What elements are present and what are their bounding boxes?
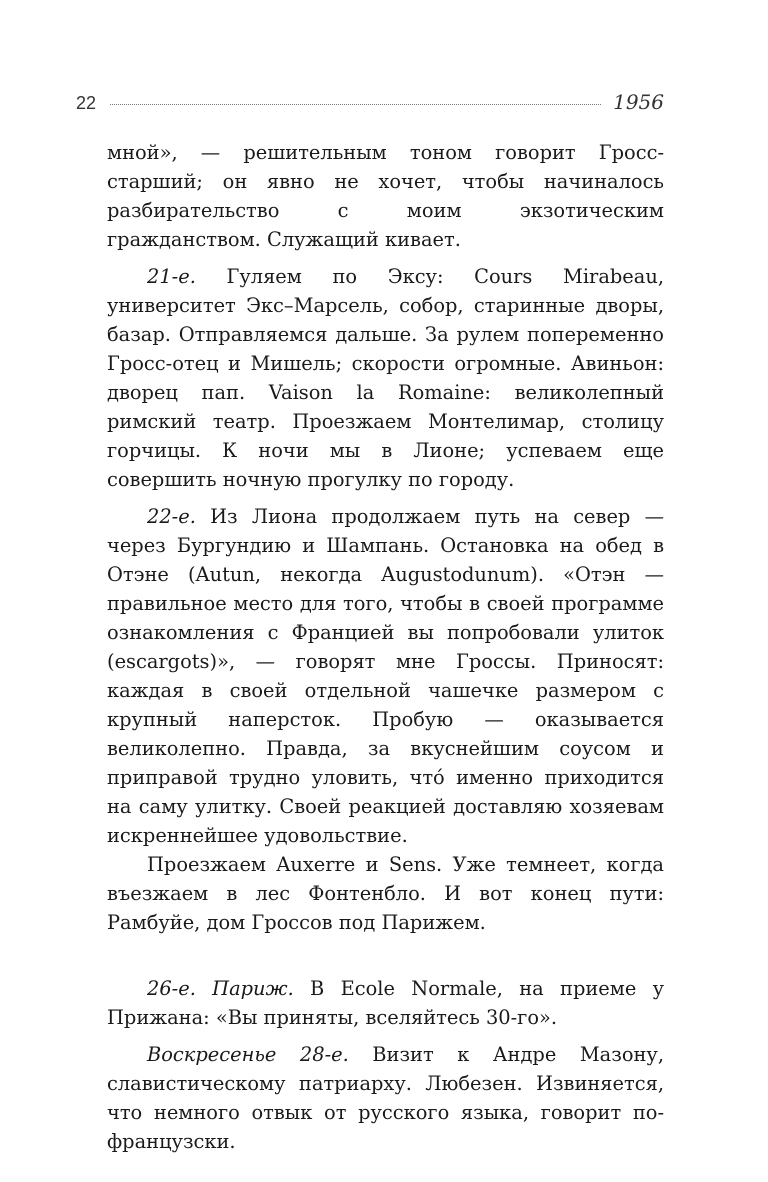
dotted-leader bbox=[110, 104, 601, 105]
paragraph-5-lead: 26-е. Париж. bbox=[147, 977, 294, 1000]
paragraph-3-lead: 22-е. bbox=[147, 505, 196, 528]
paragraph-3-text: Из Лиона продолжаем путь на север — через Бургундию и Шампань. Остановка на обед в Отэне (Autun, некогда Augustodunum). «Отэн — правильное место для того, чтобы в своей программе ознакомления с Францией вы попробовали улиток (escargots)», — говорят мне Гроссы. Приносят: каждая в своей отдельной чашечке размером с крупный наперсток. Пробую — оказывается великолепно. Правда, за вкуснейшим соусом и приправой трудно уловить, что́ именно приходится на саму улитку. Своей реакцией доставляю хозяевам искреннейшее удовольствие. bbox=[107, 505, 664, 847]
paragraph-4-text: Проезжаем Auxerre и Sens. Уже темнеет, когда въезжаем в лес Фонтенбло. И вот конец пути: Рамбуйе, дом Гроссов под Парижем. bbox=[107, 853, 664, 934]
paragraph-2 bbox=[107, 262, 664, 494]
paragraph-6 bbox=[107, 1040, 664, 1156]
body-text bbox=[107, 138, 664, 1156]
running-title: 1956 bbox=[613, 90, 664, 114]
paragraph-4 bbox=[107, 850, 664, 937]
paragraph-2-lead: 21-е. bbox=[147, 265, 196, 288]
running-head bbox=[76, 90, 664, 120]
paragraph-3 bbox=[107, 502, 664, 850]
paragraph-1-text: мной», — решительным тоном говорит Гросс-старший; он явно не хочет, чтобы начиналось разбирательство с моим экзотическим гражданством. Служащий кивает. bbox=[107, 141, 664, 251]
page-number: 22 bbox=[76, 93, 97, 113]
paragraph-6-lead: Воскресенье 28-е. bbox=[147, 1043, 349, 1066]
paragraph-1 bbox=[107, 138, 664, 254]
paragraph-5-text: В Ecole Normale, на приеме у Прижана: «Вы приняты, вселяйтесь 30-го». bbox=[107, 977, 665, 1029]
paragraph-5 bbox=[107, 974, 664, 1032]
paragraph-6-text: Визит к Андре Мазону, славистическому патриарху. Любезен. Извиняется, что немного отвык от русского языка, говорит по-французски. bbox=[107, 1043, 664, 1153]
paragraph-2-text: Гуляем по Эксу: Cours Mirabeau, университет Экс–Марсель, собор, старинные дворы, базар. Отправляемся дальше. За рулем попеременно Гросс-отец и Мишель; скорости огромные. Авиньон: дворец пап. Vaison la Romaine: великолепный римский театр. Проезжаем Монтелимар, столицу горчицы. К ночи мы в Лионе; успеваем еще совершить ночную прогулку по городу. bbox=[107, 265, 664, 491]
